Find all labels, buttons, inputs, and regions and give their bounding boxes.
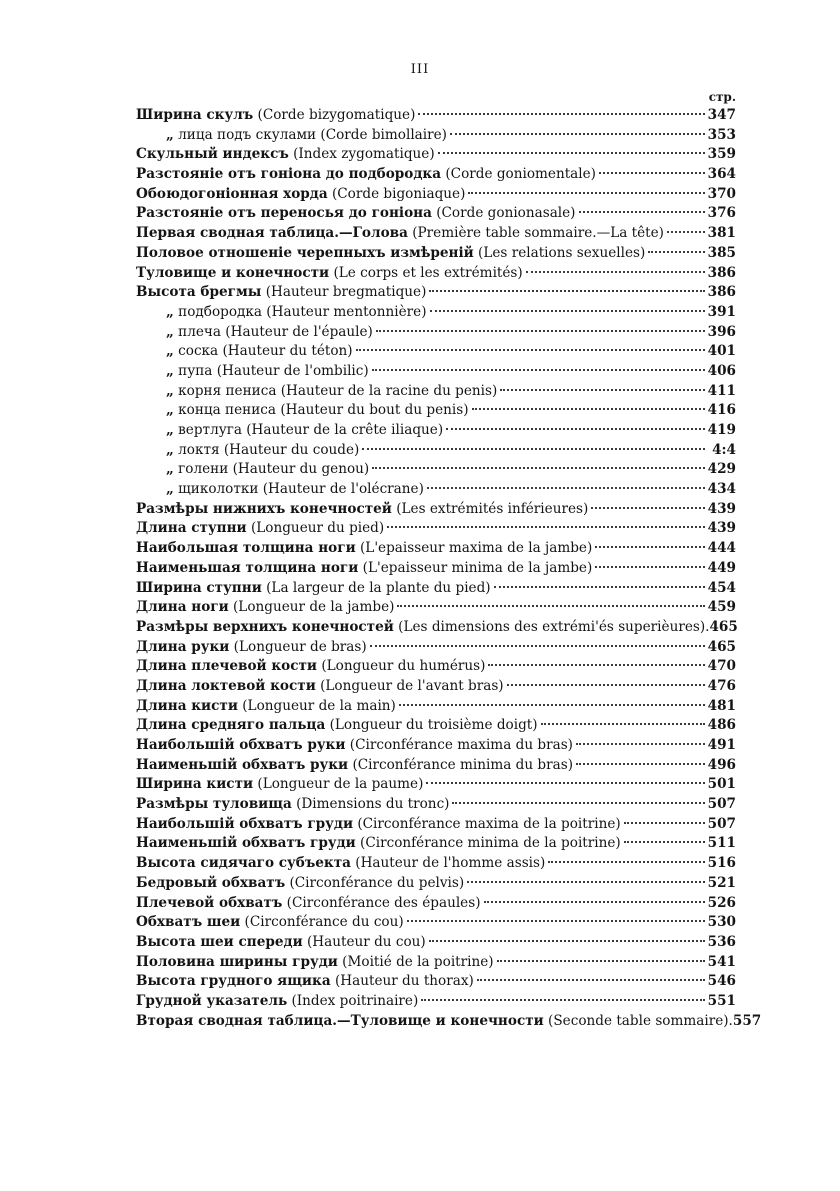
toc-entry-title: [136, 145, 435, 165]
toc-entry-page: 486: [707, 717, 736, 734]
toc-entry-title: [136, 697, 396, 717]
toc-entry-russian-title: Длина средняго пальца: [136, 717, 326, 734]
toc-entry-french-title: лица подъ скулами (Corde bimollaire): [173, 126, 447, 143]
table-of-contents: [136, 106, 762, 1031]
dot-leader: [429, 940, 705, 942]
toc-entry: [136, 736, 736, 756]
toc-entry-russian-title: Высота шеи спереди: [136, 933, 303, 950]
toc-entry-page: 516: [707, 855, 736, 872]
toc-entry-french-title: (Corde bigoniaque): [327, 185, 466, 202]
toc-entry-french-title: (Longueur de la paume): [253, 776, 424, 793]
toc-entry-title: [136, 736, 573, 756]
toc-entry-russian-title: Разстояніе отъ переносья до гоніона: [136, 205, 432, 222]
toc-entry: [136, 598, 736, 618]
dot-leader: [576, 743, 705, 745]
ditto-mark: „: [166, 481, 174, 498]
toc-entry-title: [136, 913, 404, 933]
toc-entry-title: [136, 716, 538, 736]
toc-entry-russian-title: Ширина ступни: [136, 579, 262, 596]
toc-entry-french-title: пупа (Hauteur de l'ombilic): [173, 362, 369, 379]
dot-leader: [488, 664, 704, 666]
toc-entry-french-title: конца пениса (Hauteur du bout du penis): [173, 402, 469, 419]
dot-leader: [526, 271, 705, 273]
toc-entry: [136, 362, 736, 382]
toc-entry-page: 439: [707, 520, 736, 537]
toc-entry-page: 496: [707, 756, 736, 773]
toc-entry-russian-title: Половина ширины груди: [136, 953, 338, 970]
toc-entry-title: [136, 283, 426, 303]
toc-entry-page: 364: [707, 166, 736, 183]
toc-entry-page: 501: [707, 776, 736, 793]
toc-entry-page: 411: [707, 382, 736, 399]
dot-leader: [494, 586, 705, 588]
toc-entry-page: 419: [707, 422, 736, 438]
dot-leader: [438, 152, 705, 154]
toc-entry-page: 459: [707, 599, 736, 616]
toc-entry-french-title: (Corde gonionasale): [431, 205, 576, 222]
toc-entry-russian-title: Наименьшій обхватъ руки: [136, 756, 349, 773]
toc-entry: [136, 519, 736, 539]
toc-entry-french-title: (Hauteur de l'homme assis): [350, 855, 546, 872]
toc-entry-title: [136, 657, 485, 677]
toc-entry: [136, 697, 736, 717]
dot-leader: [477, 979, 705, 981]
toc-entry-title: [136, 854, 545, 874]
page-number: III: [410, 62, 430, 77]
toc-entry-russian-title: Размѣры верхнихъ конечностей: [136, 618, 394, 635]
toc-entry: [136, 539, 736, 559]
toc-entry-page: 511: [707, 835, 736, 852]
toc-entry-russian-title: Наибольшій обхватъ руки: [136, 737, 346, 753]
toc-entry-title: [136, 126, 447, 146]
ditto-mark: „: [166, 343, 174, 360]
toc-entry-french-title: (Hauteur du thorax): [330, 973, 474, 990]
toc-entry-russian-title: Длина локтевой кости: [136, 677, 316, 694]
ditto-mark: „: [166, 126, 174, 143]
toc-entry-french-title: (Corde goniomentale): [441, 166, 596, 183]
toc-entry-page: 507: [707, 796, 736, 813]
toc-entry-page: 4:4: [712, 441, 736, 458]
toc-entry-russian-title: Длина ноги: [136, 599, 229, 616]
toc-entry-page: 439: [707, 500, 736, 517]
toc-entry-page: 557: [732, 1012, 762, 1029]
dot-leader: [362, 448, 705, 450]
toc-entry: [136, 382, 736, 402]
dot-leader: [372, 467, 704, 469]
toc-entry-title: [136, 539, 592, 559]
toc-entry-french-title: подбородка (Hauteur mentonnière): [173, 303, 427, 320]
toc-entry-russian-title: Ширина скулъ: [136, 107, 254, 123]
dot-leader: [541, 723, 705, 725]
toc-entry-french-title: (Longueur du troisième doigt): [325, 717, 538, 734]
toc-entry-page: 454: [707, 579, 736, 596]
dot-leader: [452, 802, 704, 804]
toc-entry-title: [136, 815, 621, 835]
toc-entry: [136, 972, 736, 992]
toc-entry: [136, 795, 736, 815]
toc-entry-title: [136, 106, 415, 126]
dot-leader: [387, 526, 704, 528]
toc-entry-title: [136, 598, 394, 618]
toc-entry-french-title: (Les relations sexuelles): [473, 244, 646, 261]
toc-entry: [136, 106, 736, 126]
toc-entry-title: [136, 638, 367, 658]
toc-entry-russian-title: Плечевой обхватъ: [136, 894, 283, 911]
toc-entry-title: [136, 165, 596, 185]
toc-entry: [136, 283, 736, 303]
toc-entry-french-title: (Circonférance maxima du bras): [345, 737, 573, 753]
toc-entry-russian-title: Высота брегмы: [136, 284, 262, 301]
dot-leader: [397, 605, 704, 607]
toc-entry-russian-title: Длина руки: [136, 638, 230, 655]
toc-entry: [136, 677, 736, 697]
toc-entry: [136, 618, 736, 638]
toc-entry: [136, 933, 736, 953]
toc-entry-page: 491: [707, 737, 736, 753]
toc-entry-french-title: (Hauteur bregmatique): [261, 284, 427, 301]
toc-entry-russian-title: Бедровый обхватъ: [136, 874, 286, 891]
dot-leader: [372, 369, 705, 371]
dot-leader: [426, 782, 704, 784]
toc-entry-title: [136, 618, 709, 638]
ditto-mark: „: [166, 441, 174, 458]
toc-entry-french-title: (Le corps et les extrémités): [329, 264, 523, 281]
toc-entry: [136, 854, 736, 874]
dot-leader: [667, 231, 705, 233]
dot-leader: [648, 251, 704, 253]
toc-entry: [136, 441, 736, 461]
toc-entry-title: [136, 1012, 733, 1032]
ditto-mark: „: [166, 461, 174, 478]
toc-entry: [136, 460, 736, 480]
dot-leader: [507, 684, 705, 686]
dot-leader: [430, 310, 705, 312]
dot-leader: [418, 113, 704, 115]
toc-entry-french-title: (Longueur du pied): [246, 520, 385, 537]
toc-entry-page: 465: [709, 618, 738, 635]
dot-leader: [548, 861, 704, 863]
toc-entry: [136, 185, 736, 205]
toc-entry: [136, 244, 736, 264]
toc-entry-title: [136, 953, 494, 973]
toc-entry: [136, 775, 736, 795]
toc-entry-french-title: (Corde bizygomatique): [253, 107, 416, 123]
toc-entry-page: 444: [707, 540, 736, 557]
dot-leader: [472, 408, 705, 410]
page-column-label: стр.: [708, 90, 736, 104]
toc-entry-french-title: (Longueur de la jambe): [228, 599, 395, 616]
toc-entry-title: [136, 756, 573, 776]
toc-entry-french-title: (Longueur de bras): [229, 638, 367, 655]
dot-leader: [467, 881, 704, 883]
toc-entry: [136, 953, 736, 973]
toc-entry: [136, 874, 736, 894]
toc-entry-title: [136, 362, 369, 382]
toc-entry-page: 370: [707, 185, 736, 202]
toc-entry-russian-title: Половое отношеніе черепныхъ измѣреній: [136, 244, 474, 261]
ditto-mark: „: [166, 422, 174, 438]
toc-entry-title: [136, 382, 497, 402]
toc-entry-title: [136, 323, 373, 343]
toc-entry-russian-title: Наименьшій обхватъ груди: [136, 835, 356, 852]
toc-entry-french-title: (Moitié de la poitrine): [337, 953, 494, 970]
toc-entry: [136, 559, 736, 579]
toc-entry: [136, 716, 736, 736]
toc-entry-title: [136, 933, 426, 953]
toc-entry-page: 470: [707, 658, 736, 675]
toc-entry-page: 359: [707, 146, 736, 163]
toc-entry-title: [136, 441, 359, 461]
toc-entry-title: [136, 342, 353, 362]
toc-entry-french-title: плеча (Hauteur de l'épaule): [173, 323, 373, 340]
toc-entry: [136, 579, 736, 599]
toc-entry-page: 521: [707, 874, 736, 891]
toc-entry-russian-title: Наибольшій обхватъ груди: [136, 815, 354, 832]
toc-entry-title: [136, 500, 588, 520]
toc-entry-french-title: голени (Hauteur du genou): [173, 461, 370, 478]
toc-entry-page: 353: [707, 126, 736, 143]
toc-entry-french-title: щиколотки (Hauteur de l'olécrane): [173, 481, 424, 498]
toc-entry-page: 541: [707, 953, 736, 970]
toc-entry-title: [136, 795, 449, 815]
toc-entry: [136, 756, 736, 776]
toc-entry-page: 396: [707, 323, 736, 340]
toc-entry-page: 391: [707, 303, 736, 320]
toc-entry-russian-title: Высота грудного ящика: [136, 973, 331, 990]
dot-leader: [576, 763, 705, 765]
toc-entry-title: [136, 204, 576, 224]
ditto-mark: „: [166, 382, 174, 399]
toc-entry: [136, 894, 736, 914]
toc-entry-title: [136, 874, 464, 894]
toc-entry-title: [136, 244, 645, 264]
toc-entry-russian-title: Длина плечевой кости: [136, 658, 318, 675]
toc-entry-title: [136, 224, 664, 244]
toc-entry-french-title: вертлуга (Hauteur de la crête iliaque): [173, 422, 444, 438]
dot-leader: [446, 428, 704, 430]
toc-entry-title: [136, 834, 621, 854]
toc-entry-french-title: (Circonférance minima du bras): [348, 756, 573, 773]
dot-leader: [468, 192, 704, 194]
ditto-mark: „: [166, 323, 174, 340]
dot-leader: [376, 330, 705, 332]
toc-entry-russian-title: Наименьшая толщина ноги: [136, 559, 359, 576]
toc-entry: [136, 401, 736, 421]
toc-entry-page: 551: [707, 992, 736, 1009]
toc-entry-russian-title: Длина ступни: [136, 520, 247, 537]
dot-leader: [497, 960, 705, 962]
toc-entry-page: 536: [707, 933, 736, 950]
dot-leader: [599, 172, 705, 174]
toc-entry: [136, 264, 736, 284]
toc-entry: [136, 204, 736, 224]
ditto-mark: „: [166, 362, 174, 379]
toc-entry-french-title: (Hauteur du cou): [302, 933, 426, 950]
toc-entry-russian-title: Грудной указатель: [136, 992, 288, 1009]
toc-entry-title: [136, 677, 504, 697]
dot-leader: [500, 389, 704, 391]
toc-entry: [136, 145, 736, 165]
toc-entry-russian-title: Обоюдогоніонная хорда: [136, 185, 328, 202]
toc-entry-french-title: (Circonférance minima de la poitrine): [355, 835, 621, 852]
toc-entry-russian-title: Высота сидячаго субъекта: [136, 855, 351, 872]
toc-entry: [136, 992, 736, 1012]
toc-entry-french-title: (Circonférance des épaules): [282, 894, 481, 911]
toc-entry: [136, 421, 736, 441]
toc-entry-page: 434: [707, 481, 736, 498]
toc-entry-page: 347: [707, 107, 736, 123]
toc-entry: [136, 657, 736, 677]
toc-entry-page: 546: [707, 973, 736, 990]
dot-leader: [407, 920, 705, 922]
toc-entry-page: 507: [707, 815, 736, 832]
dot-leader: [399, 704, 705, 706]
toc-entry-french-title: (Première table sommaire.—La tête): [407, 225, 664, 242]
toc-entry: [136, 638, 736, 658]
toc-entry-title: [136, 775, 423, 795]
dot-leader: [429, 290, 704, 292]
toc-entry-french-title: (La largeur de la plante du pied): [261, 579, 491, 596]
toc-entry: [136, 913, 736, 933]
toc-entry-french-title: (Circonférance du cou): [240, 914, 404, 931]
toc-entry-french-title: (L'epaisseur maxima de la jambe): [355, 540, 593, 557]
toc-entry-page: 385: [707, 244, 736, 261]
toc-entry: [136, 500, 736, 520]
toc-entry: [136, 1012, 762, 1032]
toc-entry-title: [136, 992, 418, 1012]
toc-entry-french-title: (Circonférance maxima de la poitrine): [353, 815, 621, 832]
toc-entry-page: 416: [707, 402, 736, 419]
toc-entry-page: 381: [707, 225, 736, 242]
dot-leader: [624, 822, 705, 824]
toc-entry-russian-title: Обхватъ шеи: [136, 914, 241, 931]
toc-entry-french-title: (Circonférance du pelvis): [285, 874, 465, 891]
toc-entry: [136, 165, 736, 185]
toc-entry-french-title: соска (Hauteur du téton): [173, 343, 353, 360]
toc-entry-russian-title: Туловище и конечности: [136, 264, 330, 281]
dot-leader: [484, 901, 705, 903]
toc-entry: [136, 126, 736, 146]
toc-entry-french-title: (Index poitrinaire): [287, 992, 419, 1009]
toc-entry-title: [136, 579, 491, 599]
toc-entry-french-title: (Les dimensions des extrémi'és superièures).: [393, 618, 710, 635]
dot-leader: [624, 841, 705, 843]
toc-entry: [136, 224, 736, 244]
toc-entry: [136, 323, 736, 343]
ditto-mark: „: [166, 402, 174, 419]
toc-entry-title: [136, 303, 427, 323]
toc-entry-french-title: локтя (Hauteur du coude): [173, 441, 360, 458]
toc-entry-russian-title: Размѣры туловища: [136, 796, 292, 813]
toc-entry-french-title: (Les extrémités inférieures): [391, 500, 589, 517]
dot-leader: [595, 566, 704, 568]
toc-entry-page: 406: [707, 362, 736, 379]
toc-entry-page: 386: [707, 264, 736, 281]
toc-entry: [136, 815, 736, 835]
toc-entry-page: 481: [707, 697, 736, 714]
toc-entry-title: [136, 972, 474, 992]
toc-entry-title: [136, 421, 443, 441]
toc-entry-page: 465: [707, 638, 736, 655]
toc-entry-russian-title: Скульный индексъ: [136, 146, 289, 163]
toc-entry-french-title: (Longueur de l'avant bras): [315, 677, 504, 694]
dot-leader: [450, 133, 705, 135]
dot-leader: [427, 487, 705, 489]
toc-entry-page: 401: [707, 343, 736, 360]
ditto-mark: „: [166, 303, 174, 320]
toc-entry-page: 530: [707, 914, 736, 931]
dot-leader: [591, 507, 704, 509]
toc-entry-french-title: (Longueur de la main): [237, 697, 396, 714]
toc-entry-page: 526: [707, 894, 736, 911]
toc-entry-title: [136, 401, 469, 421]
toc-entry-russian-title: Разстояніе отъ гоніона до подбородка: [136, 166, 442, 183]
toc-entry-french-title: (Index zygomatique): [288, 146, 435, 163]
toc-entry-french-title: (Seconde table sommaire).: [543, 1012, 733, 1029]
toc-entry-page: 429: [707, 461, 736, 478]
dot-leader: [579, 211, 705, 213]
toc-entry-french-title: (L'epaisseur minima de la jambe): [358, 559, 593, 576]
toc-entry-title: [136, 519, 384, 539]
toc-entry-russian-title: Длина кисти: [136, 697, 238, 714]
toc-entry-russian-title: Ширина кисти: [136, 776, 254, 793]
dot-leader: [356, 349, 705, 351]
toc-entry-title: [136, 185, 465, 205]
toc-entry-russian-title: Вторая сводная таблица.—Туловище и конечности: [136, 1012, 544, 1029]
toc-entry-french-title: (Dimensions du tronc): [291, 796, 450, 813]
toc-entry: [136, 342, 736, 362]
toc-entry-page: 386: [707, 284, 736, 301]
toc-entry-page: 476: [707, 677, 736, 694]
dot-leader: [370, 645, 705, 647]
toc-entry-french-title: корня пениса (Hauteur de la racine du penis): [173, 382, 498, 399]
toc-entry-russian-title: Наибольшая толщина ноги: [136, 540, 356, 557]
dot-leader: [421, 999, 704, 1001]
toc-entry-title: [136, 559, 592, 579]
toc-entry-french-title: (Longueur du humérus): [317, 658, 486, 675]
toc-entry: [136, 303, 736, 323]
toc-entry-russian-title: Размѣры нижнихъ конечностей: [136, 500, 392, 517]
toc-entry-page: 376: [707, 205, 736, 222]
toc-entry-title: [136, 894, 481, 914]
toc-entry-title: [136, 480, 424, 500]
toc-entry-page: 449: [707, 559, 736, 576]
toc-entry-russian-title: Первая сводная таблица.—Голова: [136, 225, 408, 242]
toc-entry-title: [136, 460, 369, 480]
toc-entry-title: [136, 264, 523, 284]
dot-leader: [595, 546, 704, 548]
toc-entry: [136, 480, 736, 500]
toc-entry: [136, 834, 736, 854]
